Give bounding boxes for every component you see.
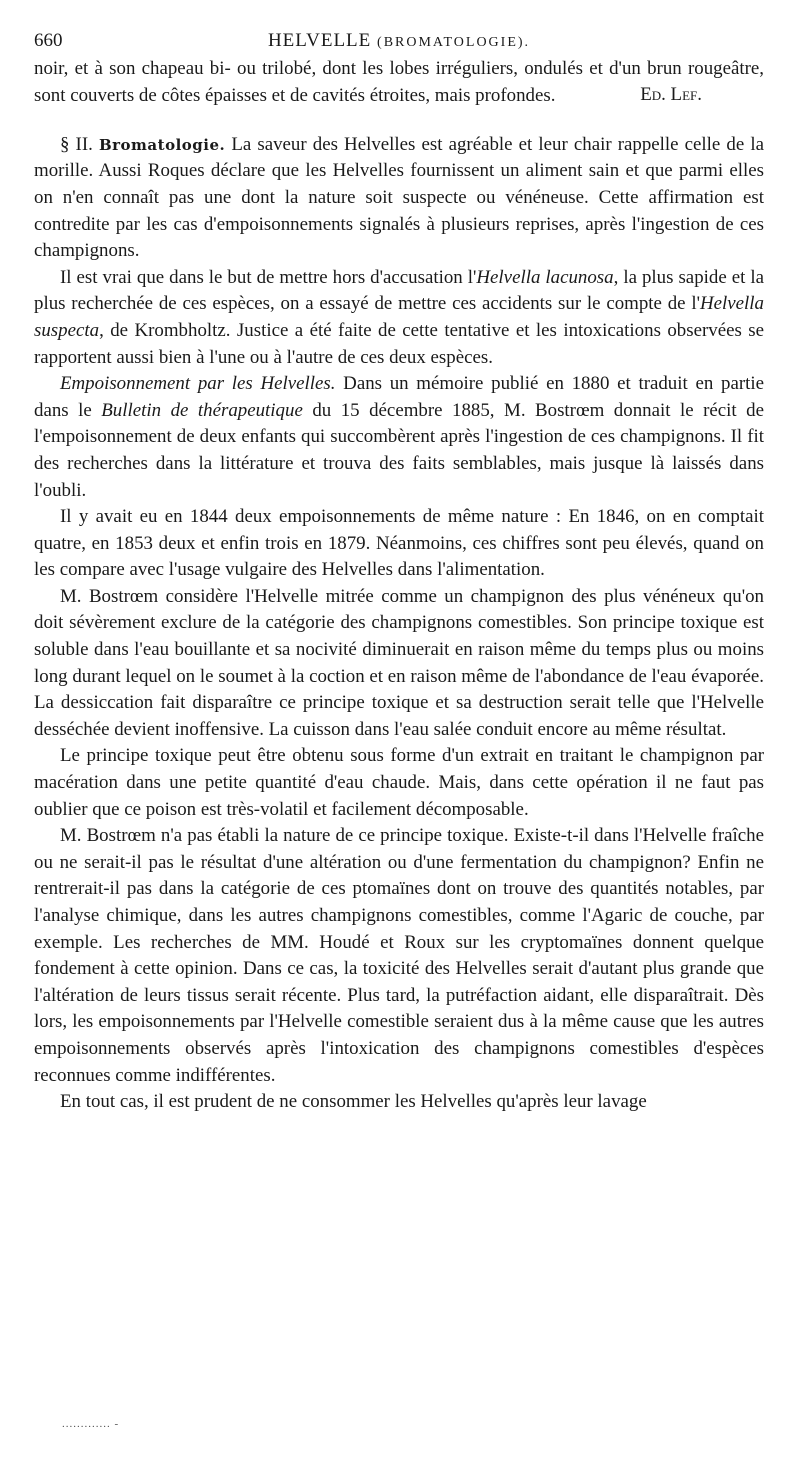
section-bromatologie — [34, 132, 764, 265]
author-signature: Ed. Lef. — [640, 84, 702, 106]
page-number: 660 — [34, 30, 63, 51]
text-run: , la plus sapide et la plus recherchée de ces espèces, on a essayé de mettre ces accidents sur le compte de l' — [34, 266, 764, 315]
body-text — [34, 56, 764, 1116]
section-gap — [34, 109, 764, 132]
paragraph-ptomaines: M. Bostrœm n'a pas établi la nature de ce principe toxique. Existe-t-il dans l'Helvelle fraîche ou ne serait-il pas le résultat d'une altération ou d'une fermentation du champignon? Enfin ne rentrerait-il pas dans la catégorie de ces ptomaïnes dont on trouve des quantités notables, par l'analyse chimique, dans les autres champignons comestibles, comme l'Agaric de couche, par exemple. Les recherches de MM. Houdé et Roux sur les cryptomaïnes donnent quelque fondement à cette opinion. Dans ce cas, la toxicité des Helvelles serait d'autant plus grande que l'altération de leurs tissus serait récente. Plus tard, la putréfaction aidant, elle disparaîtrait. Dès lors, les empoisonnements par l'Helvelle comestible seraient dus à la même cause que les autres empoisonnements observés après l'intoxication des champignons comestibles d'espèces reconnues comme indifférentes. — [34, 825, 764, 1086]
species-name: Helvella lacunosa — [476, 266, 614, 288]
section-heading: Bromatologie. — [98, 135, 226, 154]
paragraph-empoisonnement — [34, 371, 764, 504]
paragraph-intro: noir, et à son chapeau bi- ou trilobé, dont les lobes irréguliers, ondulés et d'un brun rougeâtre, sont couverts de côtes épaisses et de cavités étroites, mais profondes. — [34, 58, 764, 106]
subtitle: (BROMATOLOGIE). — [377, 35, 531, 50]
text-run: du 15 décembre 1885, M. Bostrœm donnait le récit de l'empoisonnement de deux enfants qui succombèrent après l'ingestion de ces champignons. Il fit des recherches dans la littérature et trouva des faits semblables, mais jusque là laissés dans l'oubli. — [34, 399, 764, 501]
text-run: Il est vrai que dans le but de mettre hors d'accusation l' — [60, 266, 477, 288]
text-run: Dans un mémoire publié en 1880 et traduit en partie dans le — [34, 373, 764, 421]
section-marker: § II. — [60, 133, 93, 155]
paragraph-conclusion: En tout cas, il est prudent de ne consommer les Helvelles qu'après leur lavage — [60, 1091, 647, 1113]
journal-title: Bulletin de thérapeutique — [101, 399, 303, 421]
footer-mark: ............. - — [62, 1418, 120, 1430]
paragraph-extrait: Le principe toxique peut être obtenu sous forme d'un extrait en traitant le champignon par macération dans une petite quantité d'eau chaude. Mais, dans cette opération il ne faut pas oublier que ce poison est très-volatil et facilement décomposable. — [34, 745, 764, 820]
subsection-heading: Empoisonnement par les Helvelles. — [60, 373, 336, 395]
species-name: Helvella suspecta — [34, 293, 764, 341]
paragraph-bostroem: M. Bostrœm considère l'Helvelle mitrée comme un champignon des plus vénéneux qu'on doit sévèrement exclure de la catégorie des champignons comestibles. Son principe toxique est soluble dans l'eau bouillante et sa nocivité diminuerait en raison même du temps plus ou moins long durant lequel on le soumet à la coction et en raison même de l'abondance de l'eau évaporée. La dessiccation fait disparaître ce principe toxique et sa destruction serait telle que l'Helvelle desséchée devient inoffensive. La cuisson dans l'eau salée conduit encore au même résultat. — [34, 585, 764, 740]
paragraph-statistics: Il y avait eu en 1844 deux empoisonnements de même nature : En 1846, on en comptait quatre, en 1853 deux et enfin trois en 1879. Néanmoins, ces chiffres sont peu élevés, quand on les compare avec l'usage vulgaire des Helvelles dans l'alimentation. — [34, 506, 764, 581]
text-run: , de Krombholtz. Justice a été faite de cette tentative et les intoxications observées se rapportent aussi bien à l'une ou à l'autre de ces deux espèces. — [34, 319, 764, 368]
running-header — [34, 20, 764, 54]
paragraph-lacunosa — [34, 265, 764, 371]
running-title — [34, 30, 764, 52]
section-text: La saveur des Helvelles est agréable et leur chair rappelle celle de la morille. Aussi Roques déclare que les Helvelles fournissent un aliment sain et que parmi elles on n'en connaît pas une dont la nature soit suspecte ou vénéneuse. Cette affirmation est contredite par les cas d'empoisonnements signalés à plusieurs reprises, après l'ingestion de ces champignons. — [34, 133, 764, 262]
title: HELVELLE — [267, 30, 372, 51]
